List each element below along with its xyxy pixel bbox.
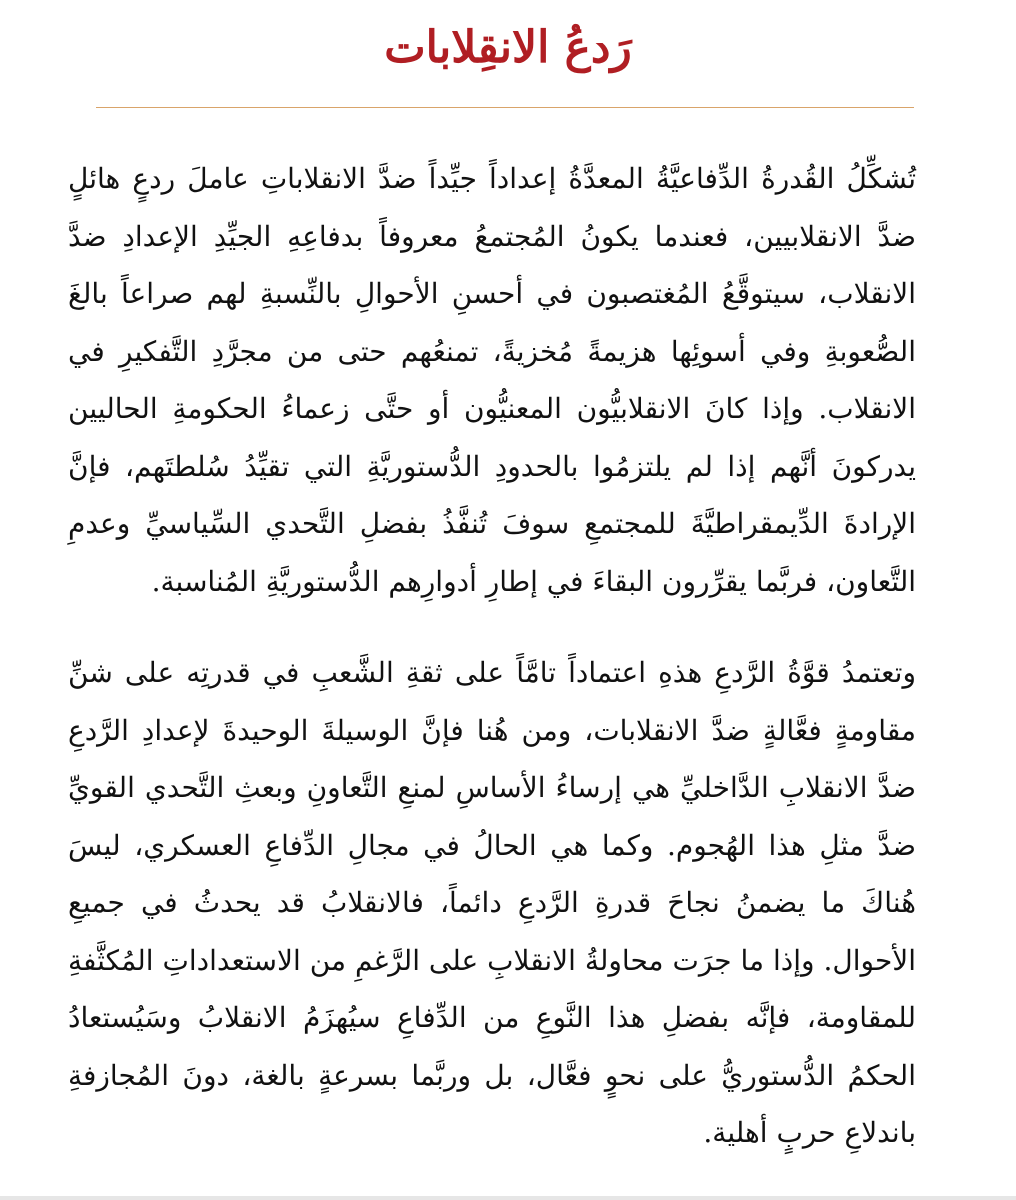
page-title: رَدعُ الانقِلابات <box>384 22 632 73</box>
paragraph-2: وتعتمدُ قوَّةُ الرَّدعِ هذهِ اعتماداً تامَّاً على ثقةِ الشَّعبِ في قدرتِه على شنِّ مقاومةٍ فعَّالةٍ ضدَّ الانقلابات، ومن هُنا فإنَّ الوسيلةَ الوحيدةَ لإعدادِ الرَّدعِ ضدَّ الانقلابِ الدَّاخليِّ هي إرساءُ الأساسِ لمنعِ التَّعاونِ وبعثِ التَّحدي القويِّ ضدَّ مثلِ هذا الهُجوم. وكما هي الحالُ في مجالِ الدِّفاعِ العسكري، ليسَ هُناكَ ما يضمنُ نجاحَ قدرةِ الرَّدعِ دائماً، فالانقلابُ قد يحدثُ في جميعِ الأحوال. وإذا ما جرَت محاولةُ الانقلابِ على الرَّغمِ من الاستعداداتِ المُكثَّفةِ للمقاومة، فإنَّه بفضلِ هذا النَّوعِ من الدِّفاعِ سيُهزَمُ الانقلابُ وسَيُستعادُ الحكمُ الدُّستوريُّ على نحوٍ فعَّال، بل وربَّما بسرعةٍ بالغة، دونَ المُجازفةِ باندلاعِ حربٍ أهلية. <box>68 656 916 1149</box>
page-bottom-edge <box>0 1196 1016 1200</box>
document-body <box>68 150 916 1162</box>
title-divider <box>96 107 914 108</box>
paragraph-1: تُشكِّلُ القُدرةُ الدِّفاعيَّةُ المعدَّةُ إعداداً جيِّداً ضدَّ الانقلاباتِ عاملَ ردعٍ هائلٍ ضدَّ الانقلابيين، فعندما يكونُ المُجتمعُ معروفاً بدفاعِهِ الجيِّدِ الإعدادِ ضدَّ الانقلاب، سيتوقَّعُ المُغتصبون في أحسنِ الأحوالِ بالنِّسبةِ لهم صراعاً بالغَ الصُّعوبةِ وفي أسوئِها هزيمةً مُخزيةً، تمنعُهم حتى من مجرَّدِ التَّفكيرِ في الانقلاب. وإذا كانَ الانقلابيُّون المعنيُّون أو حتَّى زعماءُ الحكومةِ الحاليين يدركونَ أنَّهم إذا لم يلتزمُوا بالحدودِ الدُّستوريَّةِ التي تقيِّدُ سُلطتَهم، فإنَّ الإرادةَ الدِّيمقراطيَّةَ للمجتمعِ سوفَ تُنفَّذُ بفضلِ التَّحدي السِّياسيِّ وعدمِ التَّعاون، فربَّما يقرِّرون البقاءَ في إطارِ أدوارِهم الدُّستوريَّةِ المُناسبة. <box>68 162 916 598</box>
